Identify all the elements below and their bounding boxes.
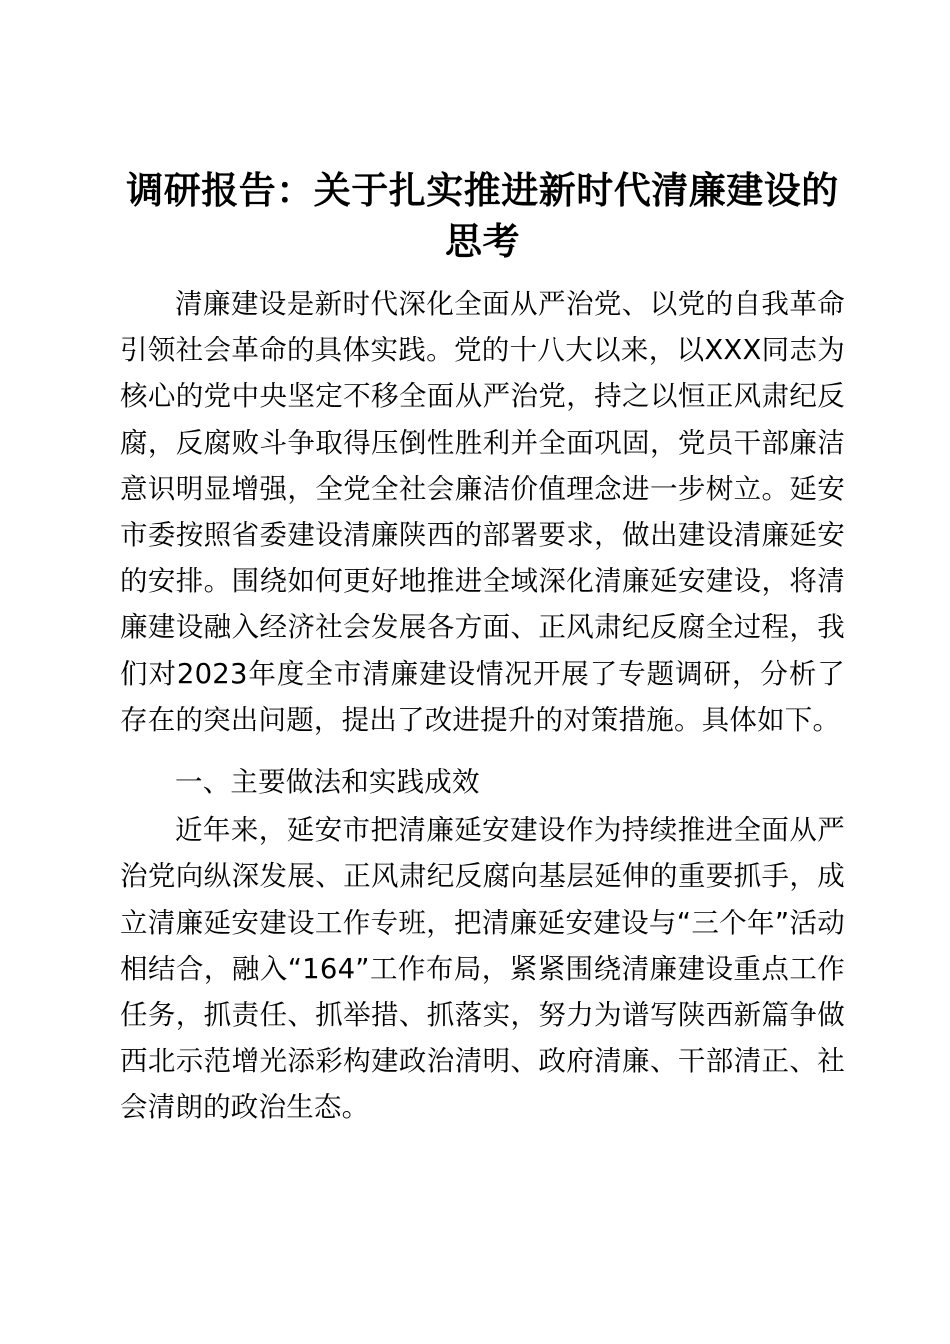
paragraph-body-2: 近年来，延安市把清廉延安建设作为持续推进全面从严治党向纵深发展、正风肃纪反腐向基层延伸的重要抓手，成立清廉延安建设工作专班，把清廉延安建设与“三个年”活动相结合，融入“164”工作布局，紧紧围绕清廉建设重点工作任务，抓责任、抓举措、抓落实，努力为谱写陕西新篇争做西北示范增光添彩构建政治清明、政府清廉、干部清正、社会清朗的政治生态。	[120, 814, 845, 1124]
section-heading-1: 一、主要做法和实践成效	[175, 765, 480, 798]
page-title: 调研报告：关于扎实推进新时代清廉建设的思考	[126, 169, 839, 264]
paragraph-body-1: 清廉建设是新时代深化全面从严治党、以党的自我革命引领社会革命的具体实践。党的十八大以来，以XXX同志为核心的党中央坚定不移全面从严治党，持之以恒正风肃纪反腐，反腐败斗争取得压倒性胜利并全面巩固，党员干部廉洁意识明显增强，全党全社会廉洁价值理念进一步树立。延安市委按照省委建设清廉陕西的部署要求，做出建设清廉延安的安排。围绕如何更好地推进全域深化清廉延安建设，将清廉建设融入经济社会发展各方面、正风肃纪反腐全过程，我们对2023年度全市清廉建设情况开展了专题调研，分析了存在的突出问题，提出了改进提升的对策措施。具体如下。	[120, 288, 845, 736]
